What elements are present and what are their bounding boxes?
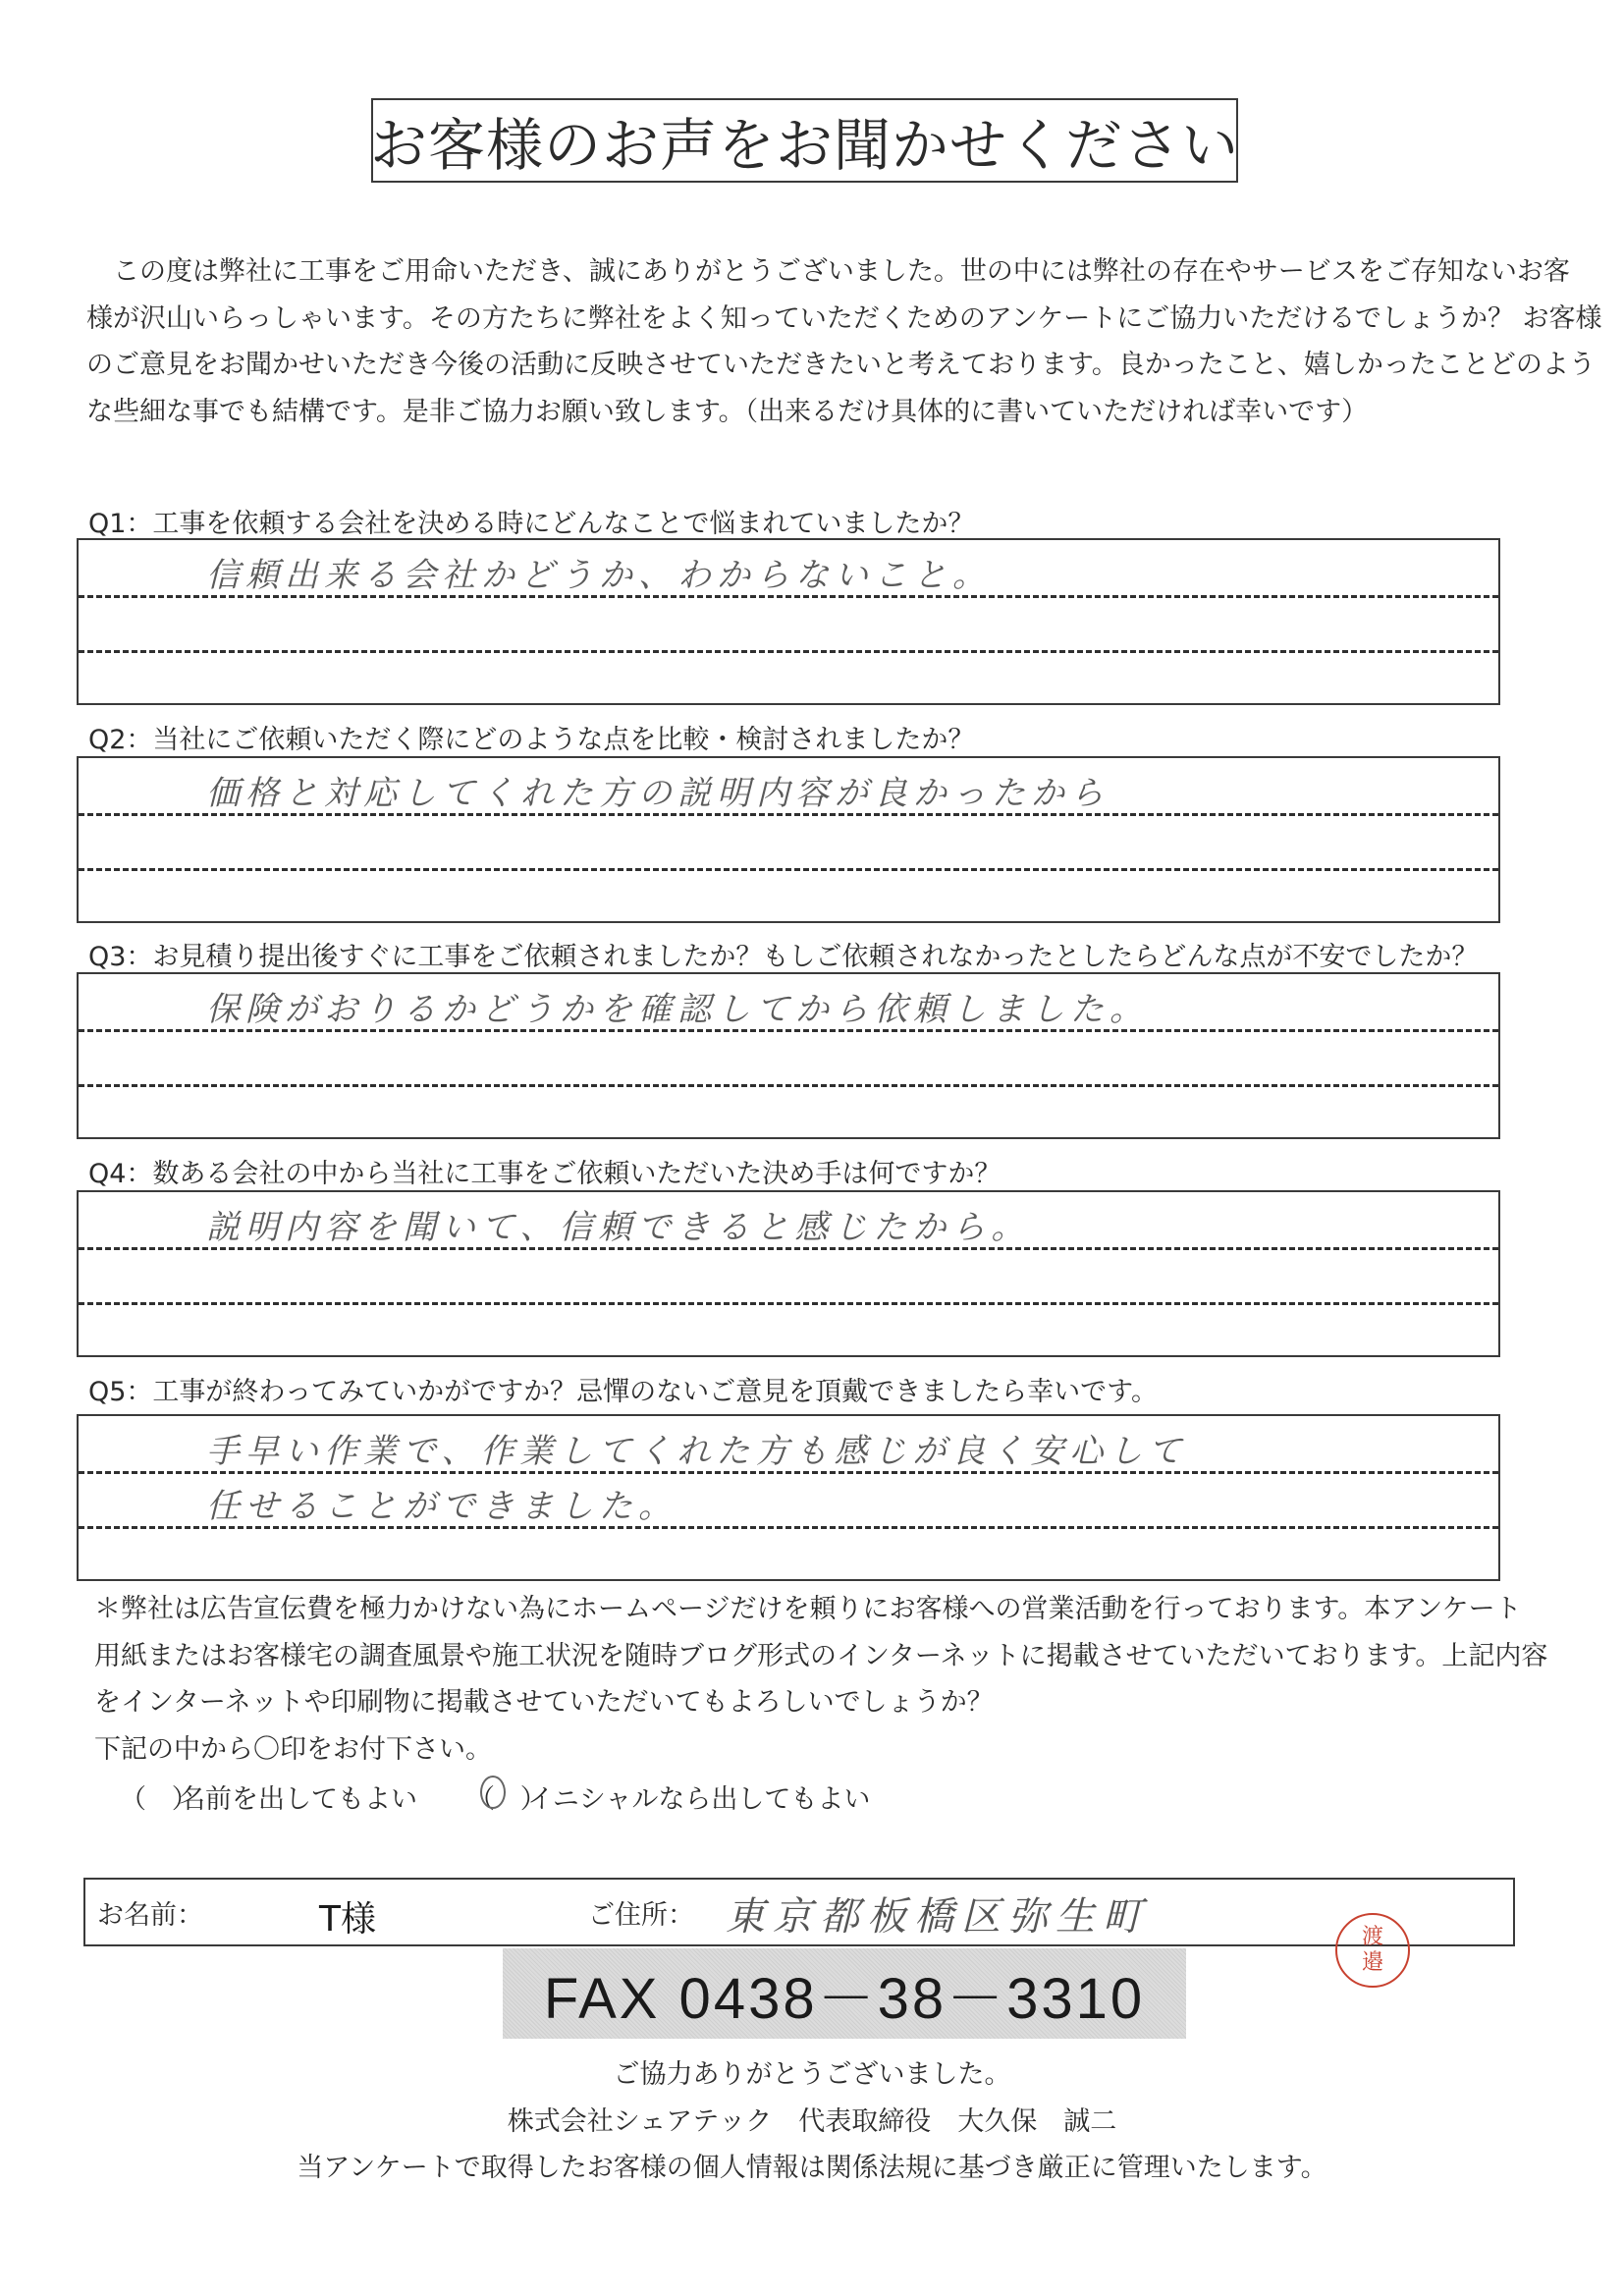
handwritten-answer: 任せることができました。	[206, 1487, 677, 1526]
option-label: イニシャルなら出してもよい	[527, 1784, 871, 1815]
question-5-label: Q5：工事が終わってみていかがですか？忌憚のないご意見を頂戴できましたら幸いです。	[88, 1377, 1158, 1407]
handwritten-answer: 説明内容を聞いて、信頼できると感じたから。	[206, 1208, 1031, 1247]
notice-line: 用紙またはお客様宅の調査風景や施工状況を随時ブログ形式のインターネットに掲載させていただいております。上記内容	[94, 1640, 1548, 1671]
address-label: ご住所：	[588, 1900, 694, 1931]
question-3-label: Q3：お見積り提出後すぐに工事をご依頼されましたか？もしご依頼されなかったとしたらどんな点が不安でしたか？	[88, 942, 1479, 972]
consent-option-name[interactable]	[120, 1777, 417, 1816]
notice-line: ＊弊社は広告宣伝費を極力かけない為にホームページだけを頼りにお客様への営業活動を行っております。本アンケート	[94, 1594, 1522, 1624]
question-4-answer-box[interactable]	[77, 1190, 1500, 1357]
page-title: お客様のお声をお聞かせください	[370, 112, 1240, 179]
intro-line: この度は弊社に工事をご用命いただき、誠にありがとうございました。世の中には弊社の存在やサービスをご存知ないお客	[86, 256, 1570, 287]
handwritten-answer: 手早い作業で、作業してくれた方も感じが良く安心して	[206, 1432, 1188, 1471]
handwritten-answer: 信頼出来る会社かどうか、わからないこと。	[206, 556, 992, 595]
question-1-answer-box[interactable]	[77, 538, 1500, 705]
stamp-char: 邉	[1361, 1950, 1383, 1975]
consent-options	[120, 1777, 870, 1816]
name-field[interactable]: T様	[319, 1899, 376, 1940]
customer-info-box	[83, 1878, 1515, 1946]
question-5-answer-box[interactable]	[77, 1414, 1500, 1581]
option-label: 名前を出してもよい	[179, 1784, 417, 1815]
question-1-label: Q1：工事を依頼する会社を決める時にどんなことで悩まれていましたか？	[88, 509, 975, 539]
option-checkbox[interactable]: （ ）	[468, 1777, 527, 1816]
intro-line: のご意見をお聞かせいただき今後の活動に反映させていただきたいと考えております。良かったこと、嬉しかったことどのよう	[86, 350, 1596, 380]
company-text: 株式会社シェアテック 代表取締役 大久保 誠二	[507, 2106, 1117, 2137]
hanko-stamp-icon	[1335, 1913, 1410, 1988]
privacy-text: 当アンケートで取得したお客様の個人情報は関係法規に基づき厳正に管理いたします。	[297, 2153, 1327, 2183]
thanks-text: ご協力ありがとうございました。	[613, 2059, 1011, 2090]
handwritten-answer: 価格と対応してくれた方の説明内容が良かったから	[206, 774, 1110, 813]
option-checkbox[interactable]: （ ）	[120, 1784, 198, 1815]
consent-option-initials[interactable]	[468, 1777, 870, 1816]
ruled-line	[79, 650, 1498, 653]
ruled-line	[79, 868, 1498, 871]
handwritten-answer: 保険がおりるかどうかを確認してから依頼しました。	[206, 990, 1149, 1029]
circle-mark-icon	[480, 1776, 506, 1809]
fax-banner	[503, 1948, 1186, 2039]
question-3-answer-box[interactable]	[77, 972, 1500, 1139]
stamp-char: 渡	[1361, 1925, 1383, 1949]
ruled-line	[79, 1084, 1498, 1087]
notice-line: 下記の中から〇印をお付下さい。	[94, 1733, 492, 1765]
notice-line: をインターネットや印刷物に掲載させていただいてもよろしいでしょうか？	[94, 1687, 994, 1718]
intro-line: な些細な事でも結構です。是非ご協力お願い致します。（出来るだけ具体的に書いていただければ幸いです）	[86, 396, 1369, 427]
question-2-label: Q2：当社にご依頼いただく際にどのような点を比較・検討されましたか？	[88, 725, 975, 755]
name-label: お名前：	[97, 1900, 203, 1931]
fax-number: FAX 0438－38－3310	[543, 1967, 1146, 2031]
publication-notice	[94, 1586, 1548, 1773]
title-box	[371, 98, 1238, 183]
ruled-line	[79, 1302, 1498, 1305]
question-4-label: Q4：数ある会社の中から当社に工事をご依頼いただいた決め手は何ですか？	[88, 1159, 1001, 1189]
question-2-answer-box[interactable]	[77, 756, 1500, 923]
intro-line: 様が沢山いらっしゃいます。その方たちに弊社をよく知っていただくためのアンケートにご協力いただけるでしょうか？ お客様	[86, 302, 1602, 334]
intro-paragraph	[86, 248, 1602, 435]
address-field[interactable]: 東京都板橋区弥生町	[726, 1894, 1150, 1940]
